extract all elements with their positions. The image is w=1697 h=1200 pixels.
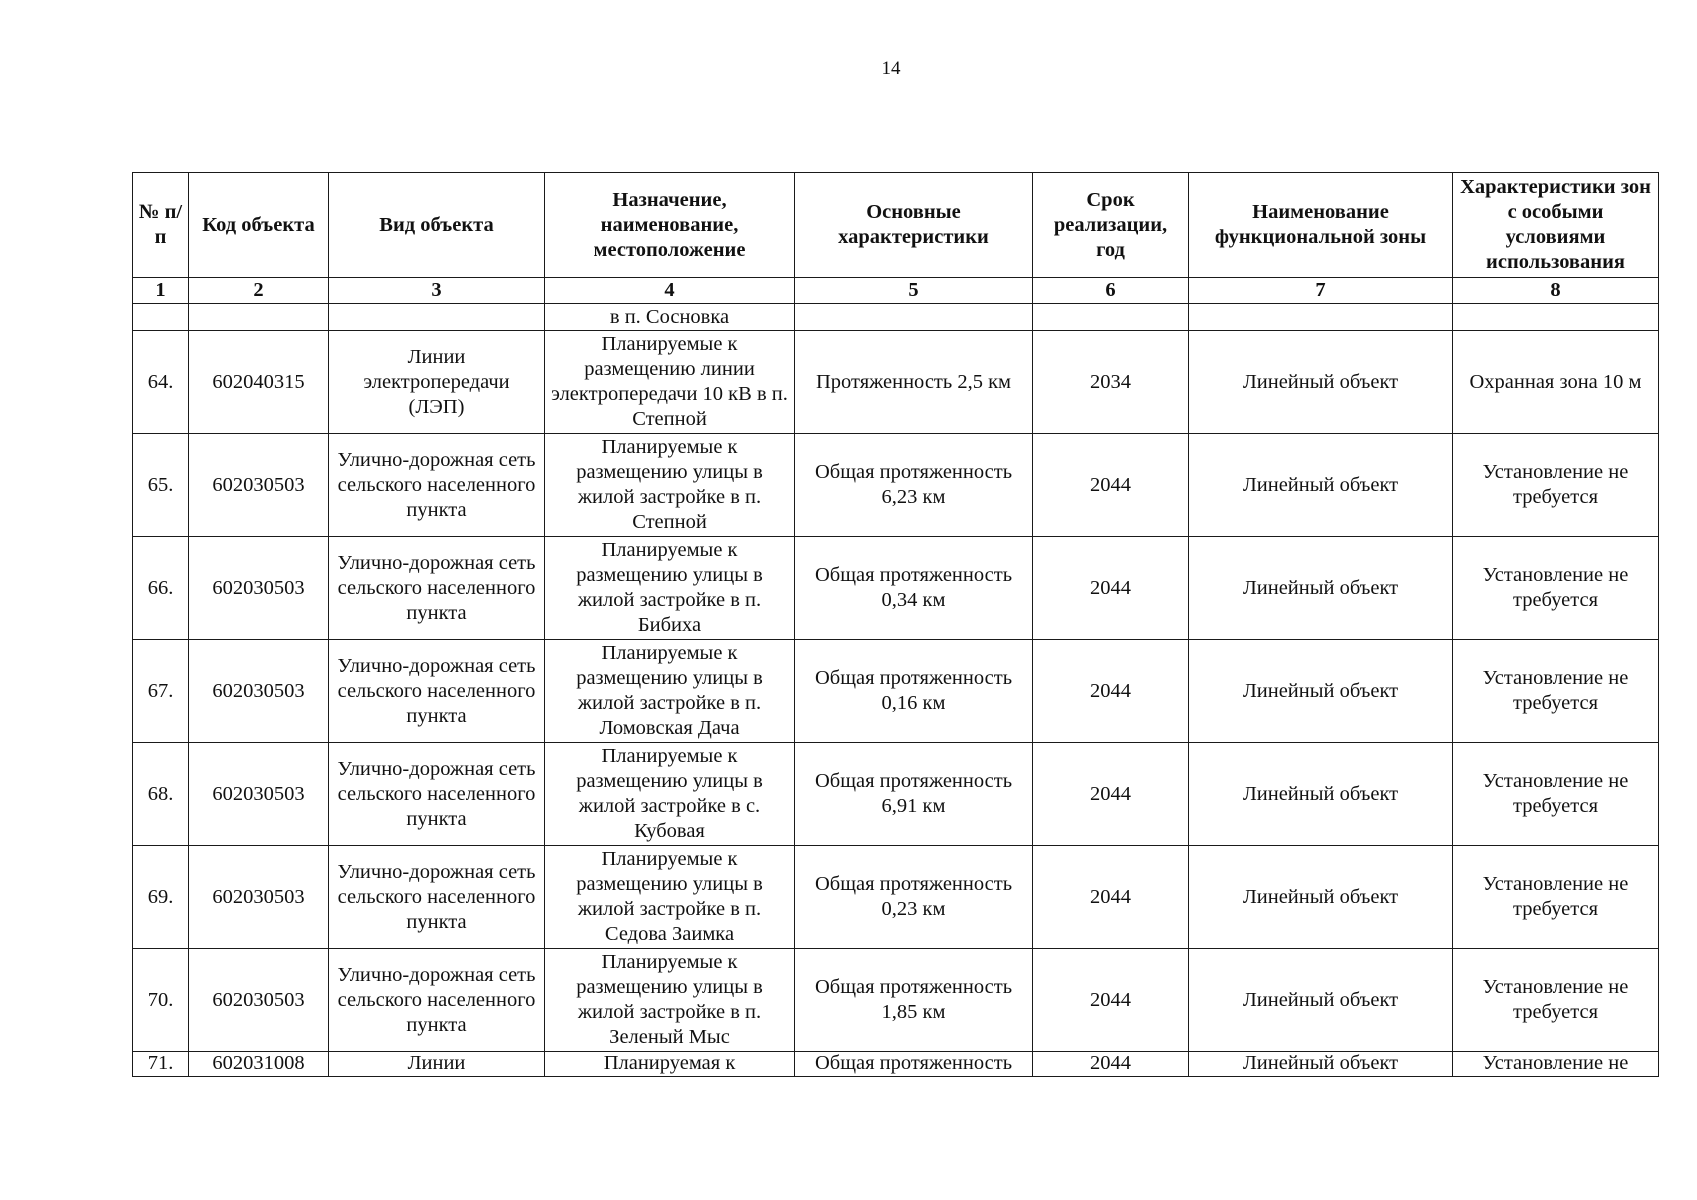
special-zone: Установление не	[1453, 1052, 1659, 1077]
column-number: 1	[133, 278, 189, 304]
table-row	[133, 434, 1659, 537]
header-cell: Характеристики зон с особыми условиями использования	[1453, 173, 1659, 278]
special-zone: Установление не требуется	[1453, 434, 1659, 537]
object-characteristics: Общая протяженность 0,23 км	[795, 846, 1033, 949]
continuation-row	[133, 304, 1659, 331]
object-purpose: Планируемые к размещению улицы в жилой застройке в п. Зеленый Мыс	[545, 949, 795, 1052]
functional-zone: Линейный объект	[1189, 331, 1453, 434]
functional-zone: Линейный объект	[1189, 949, 1453, 1052]
special-zone: Установление не требуется	[1453, 537, 1659, 640]
table-cell	[1453, 304, 1659, 331]
table-row-partial	[133, 1052, 1659, 1077]
table-cell	[1189, 304, 1453, 331]
objects-table	[132, 172, 1659, 1077]
object-purpose: Планируемые к размещению линии электропередачи 10 кВ в п. Степной	[545, 331, 795, 434]
table-cell	[189, 304, 329, 331]
table-row	[133, 331, 1659, 434]
object-kind: Улично-дорожная сеть сельского населенного пункта	[329, 537, 545, 640]
table-cell	[329, 304, 545, 331]
header-row	[133, 173, 1659, 278]
object-kind: Улично-дорожная сеть сельского населенного пункта	[329, 743, 545, 846]
functional-zone: Линейный объект	[1189, 640, 1453, 743]
column-number: 5	[795, 278, 1033, 304]
object-characteristics: Общая протяженность 1,85 км	[795, 949, 1033, 1052]
object-purpose: Планируемые к размещению улицы в жилой застройке в п. Бибиха	[545, 537, 795, 640]
special-zone: Охранная зона 10 м	[1453, 331, 1659, 434]
object-purpose: Планируемые к размещению улицы в жилой застройке в п. Седова Заимка	[545, 846, 795, 949]
implementation-year: 2044	[1033, 1052, 1189, 1077]
column-number: 2	[189, 278, 329, 304]
special-zone: Установление не требуется	[1453, 743, 1659, 846]
object-purpose: Планируемые к размещению улицы в жилой застройке в п. Ломовская Дача	[545, 640, 795, 743]
functional-zone: Линейный объект	[1189, 1052, 1453, 1077]
row-number: 65.	[133, 434, 189, 537]
column-number: 8	[1453, 278, 1659, 304]
implementation-year: 2044	[1033, 640, 1189, 743]
header-cell: Основные характеристики	[795, 173, 1033, 278]
implementation-year: 2044	[1033, 743, 1189, 846]
object-purpose: Планируемая к	[545, 1052, 795, 1077]
object-code: 602031008	[189, 1052, 329, 1077]
header-cell: Назначение, наименование, местоположение	[545, 173, 795, 278]
header-cell: № п/п	[133, 173, 189, 278]
row-number: 71.	[133, 1052, 189, 1077]
object-kind: Улично-дорожная сеть сельского населенного пункта	[329, 846, 545, 949]
row-number: 67.	[133, 640, 189, 743]
object-characteristics: Общая протяженность 0,34 км	[795, 537, 1033, 640]
row-number: 69.	[133, 846, 189, 949]
implementation-year: 2044	[1033, 846, 1189, 949]
column-number: 7	[1189, 278, 1453, 304]
page-number: 14	[881, 58, 901, 79]
row-number: 68.	[133, 743, 189, 846]
table-row	[133, 743, 1659, 846]
implementation-year: 2044	[1033, 434, 1189, 537]
functional-zone: Линейный объект	[1189, 434, 1453, 537]
object-purpose: Планируемые к размещению улицы в жилой застройке в п. Степной	[545, 434, 795, 537]
column-number: 6	[1033, 278, 1189, 304]
implementation-year: 2044	[1033, 537, 1189, 640]
special-zone: Установление не требуется	[1453, 949, 1659, 1052]
table-row	[133, 537, 1659, 640]
header-cell: Код объекта	[189, 173, 329, 278]
object-characteristics: Общая протяженность 6,23 км	[795, 434, 1033, 537]
object-code: 602030503	[189, 743, 329, 846]
header-cell: Наименование функциональной зоны	[1189, 173, 1453, 278]
column-number-row	[133, 278, 1659, 304]
implementation-year: 2034	[1033, 331, 1189, 434]
object-code: 602030503	[189, 434, 329, 537]
table-row	[133, 949, 1659, 1052]
object-code: 602040315	[189, 331, 329, 434]
functional-zone: Линейный объект	[1189, 743, 1453, 846]
special-zone: Установление не требуется	[1453, 640, 1659, 743]
row-number: 70.	[133, 949, 189, 1052]
functional-zone: Линейный объект	[1189, 537, 1453, 640]
object-characteristics: Общая протяженность	[795, 1052, 1033, 1077]
object-code: 602030503	[189, 846, 329, 949]
column-number: 4	[545, 278, 795, 304]
special-zone: Установление не требуется	[1453, 846, 1659, 949]
implementation-year: 2044	[1033, 949, 1189, 1052]
object-kind: Улично-дорожная сеть сельского населенного пункта	[329, 949, 545, 1052]
table-cell	[133, 304, 189, 331]
object-code: 602030503	[189, 949, 329, 1052]
table-row	[133, 640, 1659, 743]
table-cell: в п. Сосновка	[545, 304, 795, 331]
object-code: 602030503	[189, 537, 329, 640]
object-kind: Улично-дорожная сеть сельского населенного пункта	[329, 434, 545, 537]
object-purpose: Планируемые к размещению улицы в жилой застройке в с. Кубовая	[545, 743, 795, 846]
object-characteristics: Общая протяженность 0,16 км	[795, 640, 1033, 743]
object-kind: Линии	[329, 1052, 545, 1077]
object-kind: Улично-дорожная сеть сельского населенного пункта	[329, 640, 545, 743]
row-number: 64.	[133, 331, 189, 434]
row-number: 66.	[133, 537, 189, 640]
object-kind: Линии электропередачи (ЛЭП)	[329, 331, 545, 434]
header-cell: Вид объекта	[329, 173, 545, 278]
object-code: 602030503	[189, 640, 329, 743]
table-cell	[795, 304, 1033, 331]
functional-zone: Линейный объект	[1189, 846, 1453, 949]
column-number: 3	[329, 278, 545, 304]
table-cell	[1033, 304, 1189, 331]
table-row	[133, 846, 1659, 949]
header-cell: Срок реализации, год	[1033, 173, 1189, 278]
object-characteristics: Протяженность 2,5 км	[795, 331, 1033, 434]
object-characteristics: Общая протяженность 6,91 км	[795, 743, 1033, 846]
